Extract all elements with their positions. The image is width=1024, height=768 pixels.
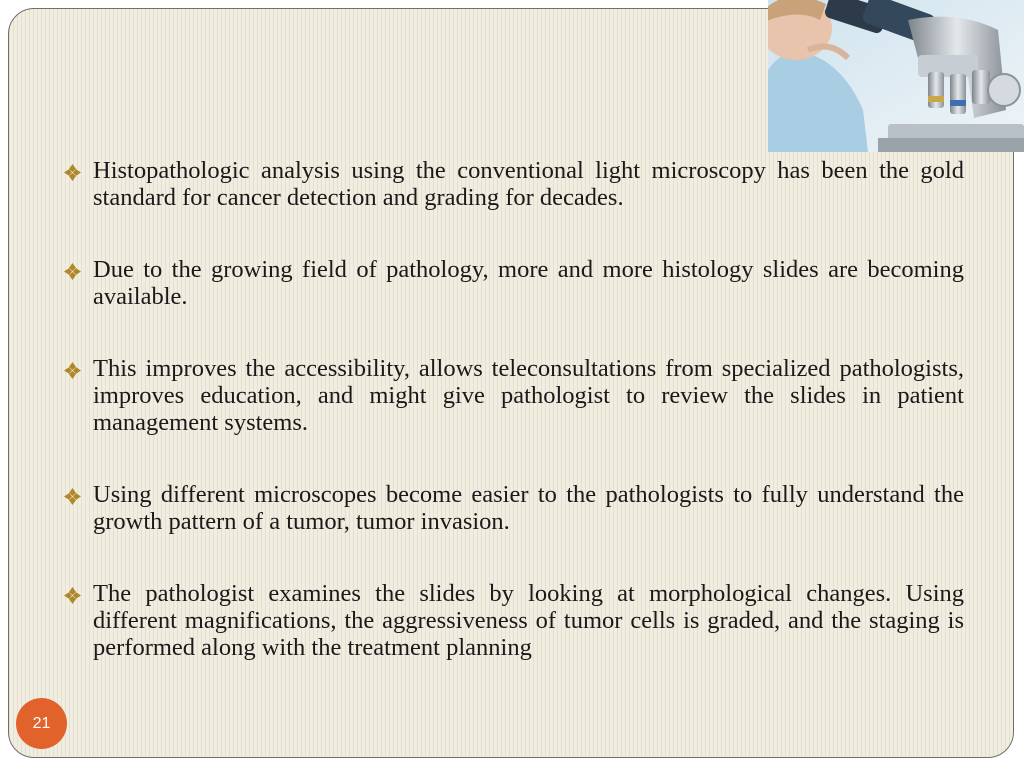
diamond-bullet-icon	[64, 164, 81, 181]
bullet-text: Using different microscopes become easier to the pathologists to fully understand the growth pattern of a tumor, tumor invasion.	[93, 481, 964, 535]
diamond-bullet-icon	[64, 263, 81, 280]
page-number: 21	[32, 714, 51, 732]
bullet-item	[62, 481, 964, 535]
bullet-item	[62, 256, 964, 310]
bullet-text: Histopathologic analysis using the conventional light microscopy has been the gold standard for cancer detection and grading for decades.	[93, 157, 964, 211]
bullet-item	[62, 157, 964, 211]
bullet-text: The pathologist examines the slides by looking at morphological changes. Using different magnifications, the aggressiveness of tumor cells is graded, and the staging is performed along with the treatment planning	[93, 580, 964, 661]
bullet-list	[62, 157, 964, 661]
microscope-photo	[768, 0, 1024, 152]
bullet-text: Due to the growing field of pathology, more and more histology slides are becoming available.	[93, 256, 964, 310]
diamond-bullet-icon	[64, 362, 81, 379]
bullet-text: This improves the accessibility, allows teleconsultations from specialized pathologists, improves education, and might give pathologist to review the slides in patient management systems.	[93, 355, 964, 436]
bullet-item	[62, 580, 964, 661]
bullet-item	[62, 355, 964, 436]
diamond-bullet-icon	[64, 587, 81, 604]
page-number-badge	[16, 698, 67, 749]
diamond-bullet-icon	[64, 488, 81, 505]
